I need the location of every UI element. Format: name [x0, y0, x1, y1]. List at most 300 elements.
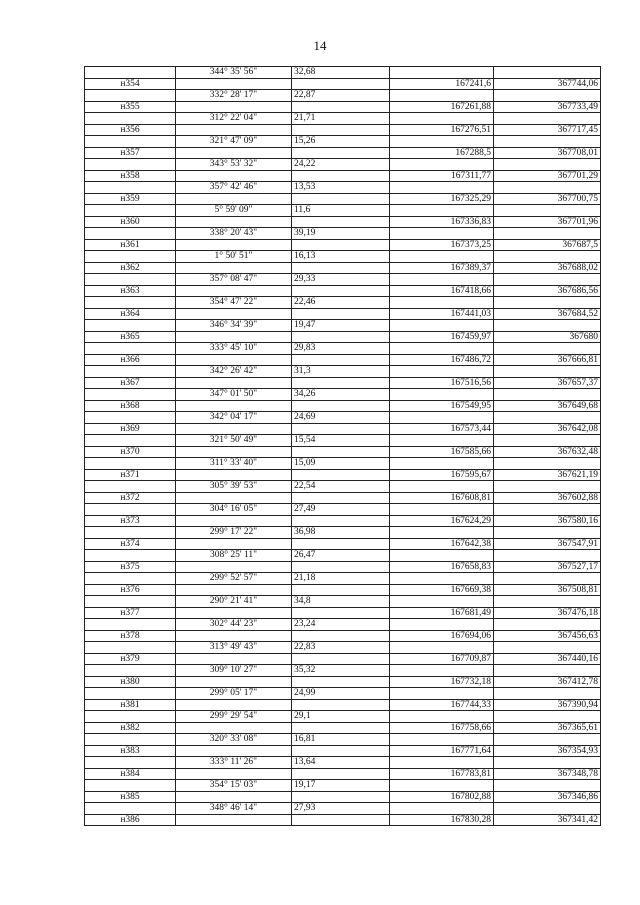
y-coordinate-cell [494, 504, 601, 516]
y-coordinate-cell [494, 412, 601, 424]
x-coordinate-cell [390, 320, 494, 332]
table-row [85, 688, 601, 700]
y-coordinate-cell [494, 435, 601, 447]
table-row [85, 446, 601, 458]
point-cell [85, 113, 176, 125]
distance-cell [292, 607, 390, 619]
angle-cell: 304° 16' 05" [176, 504, 292, 516]
x-coordinate-cell: 167595,67 [390, 469, 494, 481]
distance-cell: 15,09 [292, 458, 390, 470]
angle-cell: 346° 34' 39" [176, 320, 292, 332]
x-coordinate-cell [390, 136, 494, 148]
distance-cell: 13,64 [292, 757, 390, 769]
y-coordinate-cell: 367476,18 [494, 607, 601, 619]
point-cell [85, 435, 176, 447]
table-row [85, 354, 601, 366]
table-row [85, 607, 601, 619]
x-coordinate-cell [390, 182, 494, 194]
angle-cell [176, 676, 292, 688]
y-coordinate-cell [494, 366, 601, 378]
y-coordinate-cell: 367649,68 [494, 400, 601, 412]
x-coordinate-cell [390, 734, 494, 746]
table-row [85, 803, 601, 815]
angle-cell: 357° 08' 47" [176, 274, 292, 286]
y-coordinate-cell: 367632,48 [494, 446, 601, 458]
point-cell [85, 90, 176, 102]
point-cell: н379 [85, 653, 176, 665]
y-coordinate-cell [494, 619, 601, 631]
point-cell: н382 [85, 722, 176, 734]
point-cell: н364 [85, 308, 176, 320]
point-cell [85, 389, 176, 401]
angle-cell: 299° 05' 17" [176, 688, 292, 700]
table-row [85, 262, 601, 274]
x-coordinate-cell: 167771,64 [390, 745, 494, 757]
table-row [85, 699, 601, 711]
distance-cell [292, 170, 390, 182]
point-cell: н368 [85, 400, 176, 412]
x-coordinate-cell [390, 113, 494, 125]
x-coordinate-cell: 167669,38 [390, 584, 494, 596]
distance-cell: 29,1 [292, 711, 390, 723]
y-coordinate-cell [494, 67, 601, 79]
angle-cell: 308° 25' 11" [176, 550, 292, 562]
point-cell [85, 228, 176, 240]
point-cell [85, 481, 176, 493]
y-coordinate-cell: 367657,37 [494, 377, 601, 389]
distance-cell [292, 124, 390, 136]
y-coordinate-cell: 367701,29 [494, 170, 601, 182]
table-row [85, 791, 601, 803]
angle-cell [176, 308, 292, 320]
angle-cell [176, 561, 292, 573]
x-coordinate-cell [390, 389, 494, 401]
angle-cell: 299° 17' 22" [176, 527, 292, 539]
table-row [85, 561, 601, 573]
table-row [85, 78, 601, 90]
angle-cell: 354° 15' 03" [176, 780, 292, 792]
table-row [85, 331, 601, 343]
distance-cell [292, 239, 390, 251]
angle-cell: 305° 39' 53" [176, 481, 292, 493]
point-cell: н373 [85, 515, 176, 527]
y-coordinate-cell [494, 389, 601, 401]
x-coordinate-cell: 167389,37 [390, 262, 494, 274]
distance-cell: 22,87 [292, 90, 390, 102]
distance-cell [292, 745, 390, 757]
y-coordinate-cell [494, 642, 601, 654]
coordinates-table [84, 66, 601, 826]
distance-cell: 16,81 [292, 734, 390, 746]
y-coordinate-cell: 367621,19 [494, 469, 601, 481]
y-coordinate-cell [494, 665, 601, 677]
angle-cell: 302° 44' 23" [176, 619, 292, 631]
point-cell [85, 642, 176, 654]
x-coordinate-cell [390, 228, 494, 240]
distance-cell [292, 653, 390, 665]
distance-cell: 35,32 [292, 665, 390, 677]
point-cell: н355 [85, 101, 176, 113]
distance-cell [292, 446, 390, 458]
angle-cell [176, 515, 292, 527]
point-cell: н375 [85, 561, 176, 573]
table-row [85, 515, 601, 527]
distance-cell: 13,53 [292, 182, 390, 194]
angle-cell: 347° 01' 50" [176, 389, 292, 401]
angle-cell [176, 722, 292, 734]
angle-cell: 343° 53' 32" [176, 159, 292, 171]
angle-cell: 321° 50' 49" [176, 435, 292, 447]
distance-cell: 29,33 [292, 274, 390, 286]
x-coordinate-cell: 167642,38 [390, 538, 494, 550]
y-coordinate-cell: 367547,91 [494, 538, 601, 550]
y-coordinate-cell [494, 159, 601, 171]
x-coordinate-cell: 167276,51 [390, 124, 494, 136]
point-cell: н369 [85, 423, 176, 435]
y-coordinate-cell [494, 205, 601, 217]
y-coordinate-cell: 367684,52 [494, 308, 601, 320]
table-row [85, 481, 601, 493]
y-coordinate-cell [494, 550, 601, 562]
point-cell [85, 412, 176, 424]
angle-cell: 344° 35' 56" [176, 67, 292, 79]
x-coordinate-cell [390, 619, 494, 631]
table-row [85, 469, 601, 481]
table-row [85, 550, 601, 562]
y-coordinate-cell: 367744,06 [494, 78, 601, 90]
x-coordinate-cell: 167709,87 [390, 653, 494, 665]
angle-cell [176, 607, 292, 619]
distance-cell: 36,98 [292, 527, 390, 539]
x-coordinate-cell [390, 343, 494, 355]
angle-cell [176, 331, 292, 343]
point-cell [85, 734, 176, 746]
table-row [85, 400, 601, 412]
table-row [85, 435, 601, 447]
table-row [85, 814, 601, 826]
table-row [85, 619, 601, 631]
distance-cell [292, 584, 390, 596]
point-cell [85, 711, 176, 723]
point-cell [85, 205, 176, 217]
y-coordinate-cell [494, 343, 601, 355]
x-coordinate-cell: 167241,6 [390, 78, 494, 90]
y-coordinate-cell: 367456,63 [494, 630, 601, 642]
x-coordinate-cell: 167573,44 [390, 423, 494, 435]
point-cell [85, 757, 176, 769]
table-row [85, 101, 601, 113]
x-coordinate-cell [390, 550, 494, 562]
table-row [85, 251, 601, 263]
table-row [85, 297, 601, 309]
table-row [85, 285, 601, 297]
point-cell: н380 [85, 676, 176, 688]
point-cell: н354 [85, 78, 176, 90]
distance-cell: 16,13 [292, 251, 390, 263]
x-coordinate-cell [390, 159, 494, 171]
distance-cell [292, 354, 390, 366]
y-coordinate-cell [494, 228, 601, 240]
point-cell [85, 251, 176, 263]
x-coordinate-cell: 167441,03 [390, 308, 494, 320]
point-cell: н359 [85, 193, 176, 205]
point-cell [85, 67, 176, 79]
angle-cell [176, 538, 292, 550]
table-row [85, 538, 601, 550]
angle-cell [176, 630, 292, 642]
table-row [85, 757, 601, 769]
table-row [85, 596, 601, 608]
distance-cell [292, 722, 390, 734]
point-cell [85, 665, 176, 677]
point-cell [85, 366, 176, 378]
distance-cell: 39,19 [292, 228, 390, 240]
x-coordinate-cell: 167694,06 [390, 630, 494, 642]
table-row [85, 193, 601, 205]
table-row [85, 630, 601, 642]
distance-cell [292, 262, 390, 274]
angle-cell [176, 814, 292, 826]
y-coordinate-cell [494, 711, 601, 723]
x-coordinate-cell [390, 573, 494, 585]
table-row [85, 170, 601, 182]
point-cell [85, 159, 176, 171]
point-cell: н358 [85, 170, 176, 182]
point-cell: н356 [85, 124, 176, 136]
table-row [85, 67, 601, 79]
y-coordinate-cell: 367346,86 [494, 791, 601, 803]
point-cell: н365 [85, 331, 176, 343]
angle-cell [176, 768, 292, 780]
y-coordinate-cell: 367527,17 [494, 561, 601, 573]
angle-cell [176, 216, 292, 228]
x-coordinate-cell [390, 297, 494, 309]
point-cell [85, 343, 176, 355]
distance-cell: 27,93 [292, 803, 390, 815]
y-coordinate-cell [494, 757, 601, 769]
point-cell: н385 [85, 791, 176, 803]
x-coordinate-cell: 167261,88 [390, 101, 494, 113]
y-coordinate-cell: 367700,75 [494, 193, 601, 205]
table-row [85, 377, 601, 389]
x-coordinate-cell: 167288,5 [390, 147, 494, 159]
point-cell: н361 [85, 239, 176, 251]
y-coordinate-cell [494, 803, 601, 815]
point-cell: н383 [85, 745, 176, 757]
angle-cell: 5° 59' 09" [176, 205, 292, 217]
angle-cell: 299° 29' 54" [176, 711, 292, 723]
table-row [85, 239, 601, 251]
distance-cell: 15,54 [292, 435, 390, 447]
x-coordinate-cell: 167783,81 [390, 768, 494, 780]
distance-cell [292, 630, 390, 642]
distance-cell [292, 492, 390, 504]
x-coordinate-cell: 167311,77 [390, 170, 494, 182]
y-coordinate-cell: 367348,78 [494, 768, 601, 780]
angle-cell [176, 446, 292, 458]
distance-cell [292, 768, 390, 780]
distance-cell: 34,26 [292, 389, 390, 401]
y-coordinate-cell: 367717,45 [494, 124, 601, 136]
table-row [85, 366, 601, 378]
distance-cell: 24,99 [292, 688, 390, 700]
angle-cell: 313° 49' 43" [176, 642, 292, 654]
y-coordinate-cell: 367733,49 [494, 101, 601, 113]
angle-cell [176, 285, 292, 297]
angle-cell [176, 423, 292, 435]
angle-cell [176, 791, 292, 803]
table-row [85, 711, 601, 723]
y-coordinate-cell [494, 136, 601, 148]
distance-cell [292, 193, 390, 205]
x-coordinate-cell: 167459,97 [390, 331, 494, 343]
table-row [85, 665, 601, 677]
y-coordinate-cell [494, 251, 601, 263]
angle-cell: 321° 47' 09" [176, 136, 292, 148]
point-cell: н371 [85, 469, 176, 481]
point-cell: н360 [85, 216, 176, 228]
y-coordinate-cell: 367688,02 [494, 262, 601, 274]
point-cell: н372 [85, 492, 176, 504]
point-cell [85, 803, 176, 815]
x-coordinate-cell [390, 665, 494, 677]
point-cell: н363 [85, 285, 176, 297]
distance-cell [292, 377, 390, 389]
angle-cell [176, 469, 292, 481]
table-row [85, 320, 601, 332]
angle-cell: 332° 28' 17" [176, 90, 292, 102]
y-coordinate-cell [494, 527, 601, 539]
x-coordinate-cell [390, 504, 494, 516]
x-coordinate-cell: 167744,33 [390, 699, 494, 711]
x-coordinate-cell [390, 435, 494, 447]
point-cell: н376 [85, 584, 176, 596]
distance-cell: 21,71 [292, 113, 390, 125]
y-coordinate-cell: 367680 [494, 331, 601, 343]
x-coordinate-cell [390, 527, 494, 539]
angle-cell: 342° 04' 17" [176, 412, 292, 424]
point-cell [85, 780, 176, 792]
x-coordinate-cell [390, 412, 494, 424]
y-coordinate-cell [494, 113, 601, 125]
distance-cell: 22,54 [292, 481, 390, 493]
angle-cell [176, 584, 292, 596]
distance-cell: 15,26 [292, 136, 390, 148]
distance-cell [292, 676, 390, 688]
point-cell [85, 297, 176, 309]
x-coordinate-cell: 167585,66 [390, 446, 494, 458]
x-coordinate-cell: 167486,72 [390, 354, 494, 366]
distance-cell [292, 78, 390, 90]
table-row [85, 584, 601, 596]
angle-cell [176, 699, 292, 711]
table-row [85, 423, 601, 435]
x-coordinate-cell: 167336,83 [390, 216, 494, 228]
y-coordinate-cell: 367687,5 [494, 239, 601, 251]
point-cell [85, 320, 176, 332]
x-coordinate-cell [390, 366, 494, 378]
x-coordinate-cell: 167758,66 [390, 722, 494, 734]
angle-cell: 354° 47' 22" [176, 297, 292, 309]
x-coordinate-cell: 167549,95 [390, 400, 494, 412]
distance-cell [292, 469, 390, 481]
point-cell [85, 504, 176, 516]
point-cell [85, 573, 176, 585]
point-cell [85, 596, 176, 608]
angle-cell [176, 147, 292, 159]
angle-cell: 342° 26' 42" [176, 366, 292, 378]
angle-cell: 290° 21' 41" [176, 596, 292, 608]
y-coordinate-cell: 367642,08 [494, 423, 601, 435]
y-coordinate-cell [494, 780, 601, 792]
distance-cell [292, 308, 390, 320]
angle-cell [176, 653, 292, 665]
angle-cell [176, 400, 292, 412]
table-row [85, 734, 601, 746]
table-row [85, 136, 601, 148]
distance-cell [292, 285, 390, 297]
x-coordinate-cell [390, 251, 494, 263]
table-row [85, 642, 601, 654]
x-coordinate-cell: 167608,81 [390, 492, 494, 504]
angle-cell: 309° 10' 27" [176, 665, 292, 677]
y-coordinate-cell [494, 320, 601, 332]
table-row [85, 573, 601, 585]
x-coordinate-cell [390, 757, 494, 769]
angle-cell: 333° 11' 26" [176, 757, 292, 769]
x-coordinate-cell: 167658,83 [390, 561, 494, 573]
x-coordinate-cell [390, 67, 494, 79]
point-cell [85, 550, 176, 562]
distance-cell [292, 814, 390, 826]
table-row [85, 159, 601, 171]
distance-cell [292, 538, 390, 550]
x-coordinate-cell [390, 642, 494, 654]
y-coordinate-cell [494, 596, 601, 608]
x-coordinate-cell: 167418,66 [390, 285, 494, 297]
table-row [85, 216, 601, 228]
distance-cell: 32,68 [292, 67, 390, 79]
point-cell: н357 [85, 147, 176, 159]
table-row [85, 504, 601, 516]
point-cell: н377 [85, 607, 176, 619]
x-coordinate-cell [390, 481, 494, 493]
y-coordinate-cell: 367686,56 [494, 285, 601, 297]
x-coordinate-cell: 167802,88 [390, 791, 494, 803]
table-row [85, 768, 601, 780]
distance-cell [292, 791, 390, 803]
distance-cell: 11,6 [292, 205, 390, 217]
angle-cell: 1° 50' 51" [176, 251, 292, 263]
y-coordinate-cell: 367412,78 [494, 676, 601, 688]
distance-cell: 27,49 [292, 504, 390, 516]
y-coordinate-cell: 367666,81 [494, 354, 601, 366]
point-cell [85, 527, 176, 539]
table-row [85, 113, 601, 125]
y-coordinate-cell [494, 481, 601, 493]
table-row [85, 492, 601, 504]
distance-cell: 24,69 [292, 412, 390, 424]
angle-cell: 320° 33' 08" [176, 734, 292, 746]
page-number: 14 [313, 38, 327, 53]
x-coordinate-cell: 167373,25 [390, 239, 494, 251]
table-row [85, 182, 601, 194]
table-row [85, 458, 601, 470]
distance-cell [292, 561, 390, 573]
table-row [85, 412, 601, 424]
distance-cell [292, 147, 390, 159]
angle-cell [176, 193, 292, 205]
